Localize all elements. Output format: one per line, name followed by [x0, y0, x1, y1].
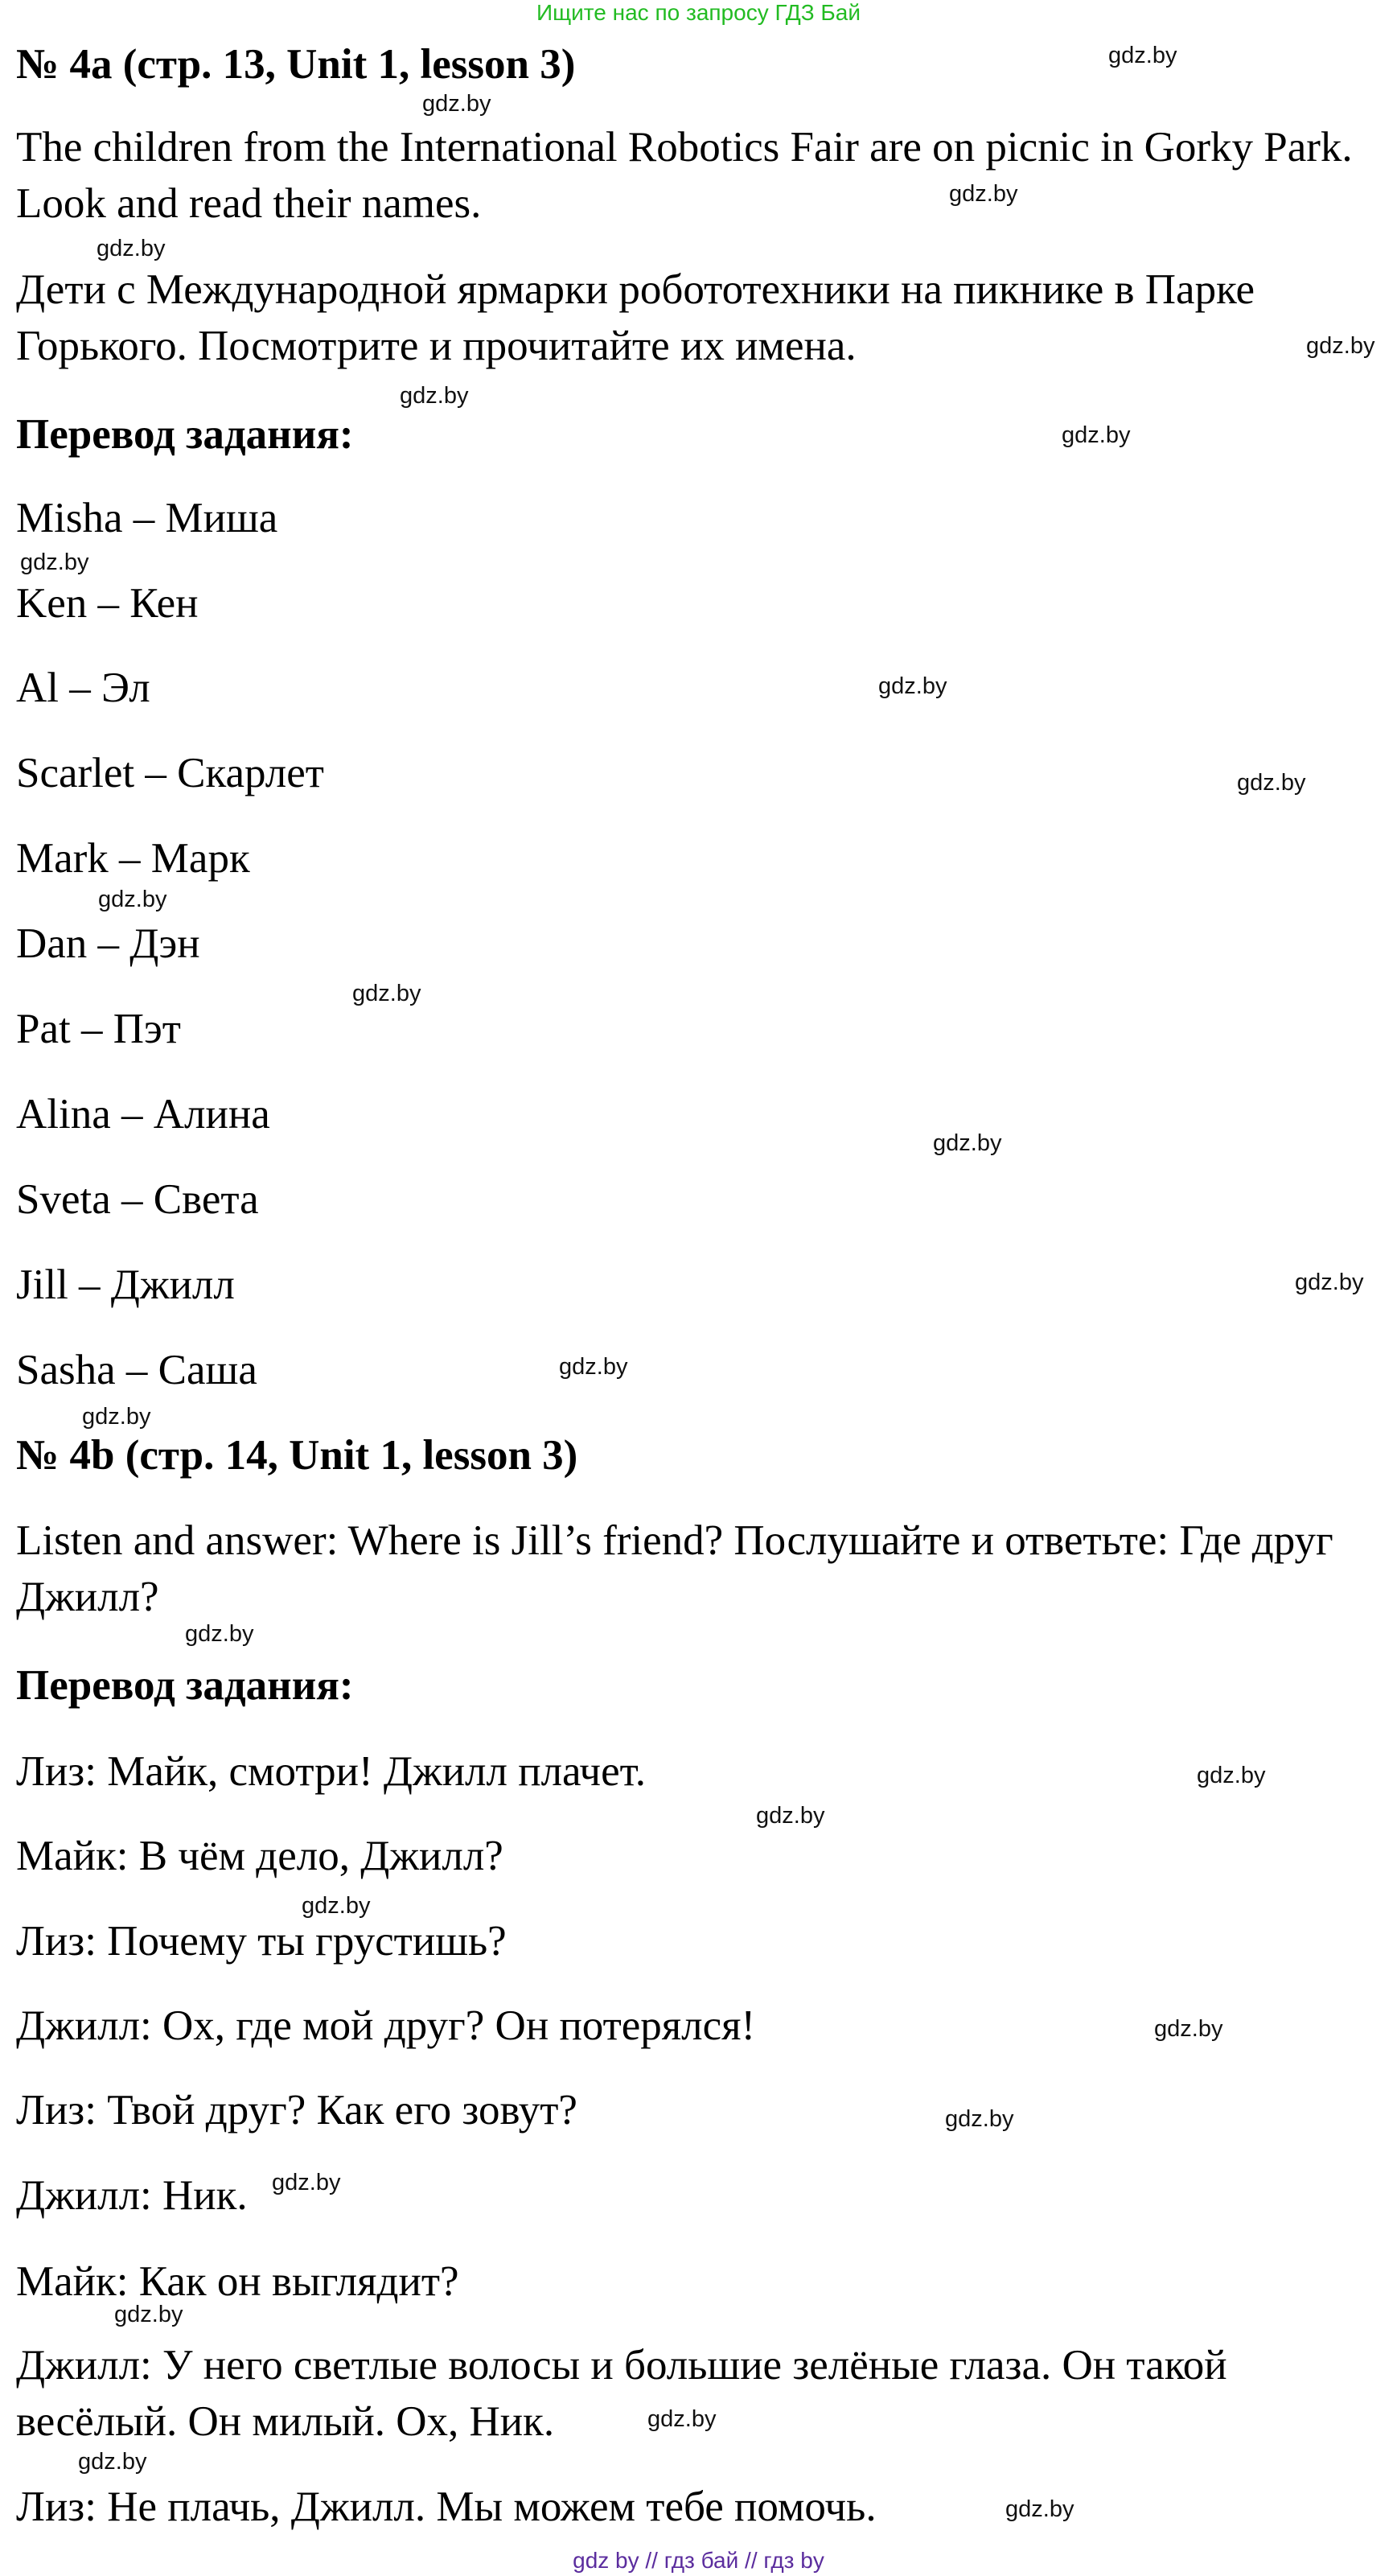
- list-item: Pat – Пэт: [16, 1006, 181, 1052]
- watermark: gdz.by: [185, 1621, 254, 1647]
- watermark: gdz.by: [78, 2449, 147, 2475]
- dialogue-line: Джилл: Ник.: [16, 2172, 248, 2219]
- watermark: gdz.by: [1295, 1269, 1364, 1295]
- watermark: gdz.by: [756, 1803, 825, 1829]
- section-a-task-en: The children from the International Robotics Fair are on picnic in Gorky Park. Look and read their names.: [16, 124, 1353, 227]
- list-item: Mark – Марк: [16, 835, 250, 882]
- list-item: Misha – Миша: [16, 495, 278, 541]
- watermark: gdz.by: [1108, 43, 1177, 68]
- list-item: Jill – Джилл: [16, 1261, 235, 1308]
- list-item: Scarlet – Скарлет: [16, 750, 324, 796]
- section-b-task: Listen and answer: Where is Jill’s friend? Послушайте и ответьте: Где друг Джилл?: [16, 1517, 1333, 1620]
- list-item: Al – Эл: [16, 665, 150, 711]
- watermark: gdz.by: [1306, 333, 1375, 359]
- footer-links[interactable]: gdz by // гдз бай // гдз by: [573, 2548, 824, 2573]
- watermark: gdz.by: [1237, 770, 1306, 796]
- section-b-translation-label: Перевод задания:: [16, 1662, 354, 1709]
- watermark: gdz.by: [933, 1130, 1002, 1156]
- dialogue-line: Джилл: Ох, где мой друг? Он потерялся!: [16, 2002, 756, 2049]
- watermark: gdz.by: [1154, 2016, 1223, 2042]
- watermark: gdz.by: [422, 91, 491, 117]
- watermark: gdz.by: [949, 181, 1018, 207]
- dialogue-line: Лиз: Не плачь, Джилл. Мы можем тебе помочь.: [16, 2483, 877, 2530]
- dialogue-line: Джилл: У него светлые волосы и большие зелёные глаза. Он такой весёлый. Он милый. Ох, Ник.: [16, 2342, 1227, 2445]
- dialogue-line: Лиз: Твой друг? Как его зовут?: [16, 2087, 577, 2134]
- list-item: Sasha – Саша: [16, 1347, 257, 1393]
- dialogue-line: Лиз: Почему ты грустишь?: [16, 1918, 507, 1965]
- watermark: gdz.by: [400, 383, 469, 409]
- watermark: gdz.by: [1005, 2496, 1074, 2522]
- watermark: gdz.by: [97, 236, 166, 261]
- watermark: gdz.by: [945, 2106, 1014, 2132]
- watermark: gdz.by: [272, 2170, 341, 2195]
- watermark: gdz.by: [878, 673, 947, 699]
- watermark: gdz.by: [1062, 422, 1131, 448]
- section-b-title: № 4b (стр. 14, Unit 1, lesson 3): [16, 1432, 578, 1479]
- list-item: Alina – Алина: [16, 1091, 270, 1138]
- dialogue-line: Майк: В чём дело, Джилл?: [16, 1833, 503, 1879]
- dialogue-line: Майк: Как он выглядит?: [16, 2258, 459, 2305]
- watermark: gdz.by: [82, 1404, 151, 1430]
- watermark: gdz.by: [98, 887, 167, 912]
- list-item: Sveta – Света: [16, 1176, 259, 1223]
- watermark: gdz.by: [302, 1893, 371, 1919]
- watermark: gdz.by: [647, 2406, 717, 2432]
- watermark: gdz.by: [559, 1354, 628, 1380]
- section-a-task-ru: Дети с Международной ярмарки робототехники на пикнике в Парке Горького. Посмотрите и прочитайте их имена.: [16, 266, 1255, 369]
- dialogue-line: Лиз: Майк, смотри! Джилл плачет.: [16, 1748, 647, 1795]
- list-item: Ken – Кен: [16, 580, 199, 627]
- top-banner[interactable]: Ищите нас по запросу ГДЗ Бай: [536, 0, 861, 25]
- list-item: Dan – Дэн: [16, 920, 200, 967]
- section-a-title: № 4а (стр. 13, Unit 1, lesson 3): [16, 41, 576, 88]
- watermark: gdz.by: [20, 549, 89, 575]
- watermark: gdz.by: [352, 981, 421, 1006]
- section-a-translation-label: Перевод задания:: [16, 411, 354, 458]
- watermark: gdz.by: [1197, 1763, 1266, 1788]
- watermark: gdz.by: [114, 2302, 183, 2327]
